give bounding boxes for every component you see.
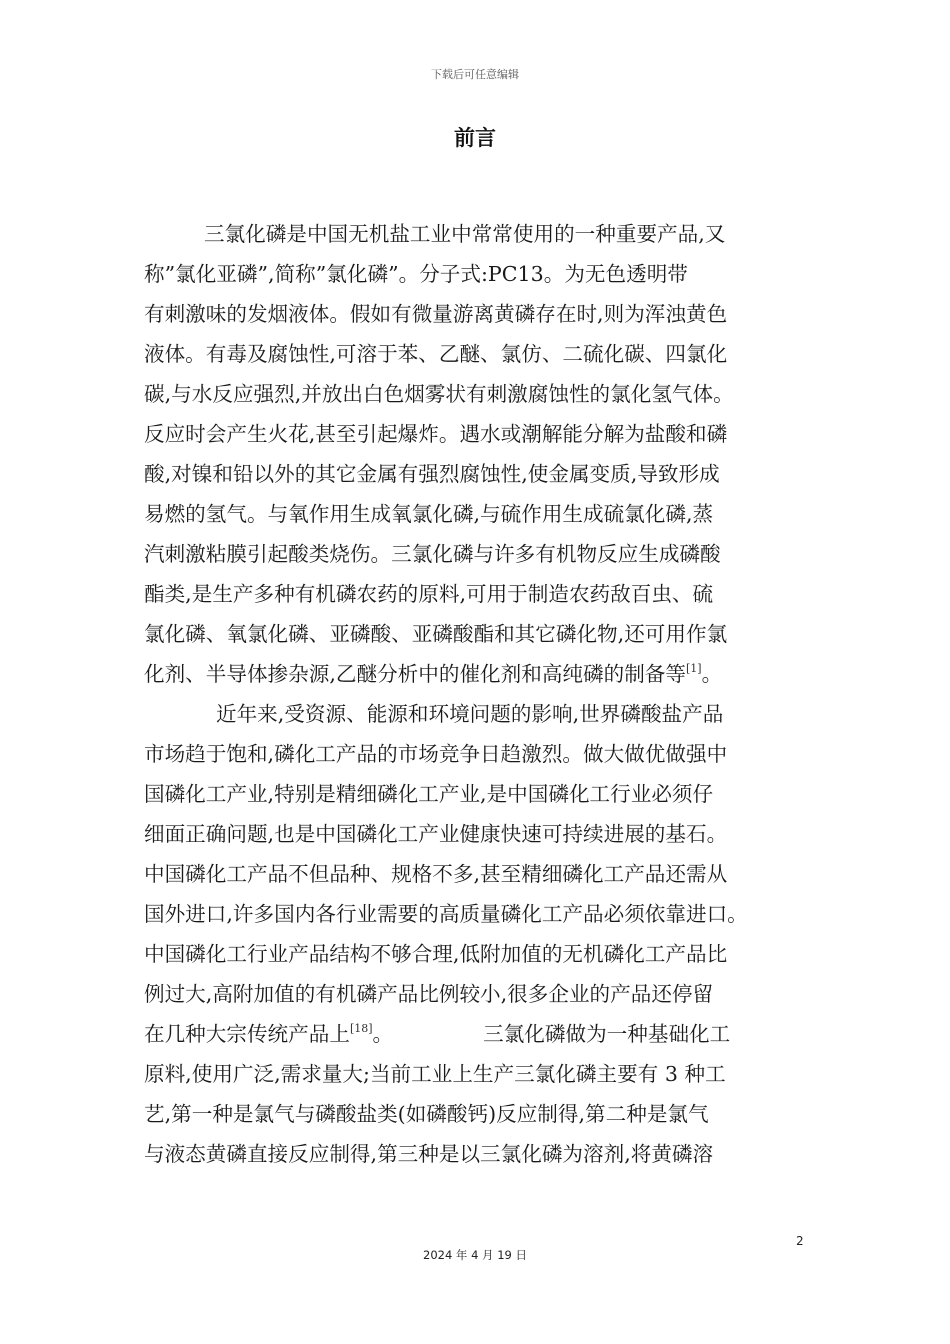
paragraph-1-line: 三氯化磷是中国无机盐工业中常常使用的一种重要产品,又	[204, 222, 726, 246]
paragraph-1-line: 氯化磷、氧氯化磷、亚磷酸、亚磷酸酯和其它磷化物,还可用作氯	[144, 622, 728, 646]
page-number: 2	[796, 1234, 804, 1248]
paragraph-1-last-text: 化剂、半导体掺杂源,乙醚分析中的催化剂和高纯磷的制备等	[144, 662, 686, 686]
paragraph-2-line: 细面正确问题,也是中国磷化工产业健康快速可持续进展的基石。	[144, 822, 728, 846]
paragraph-2-period: 。	[372, 1022, 394, 1046]
paragraph-1-line: 酯类,是生产多种有机磷农药的原料,可用于制造农药敌百虫、硫	[144, 582, 714, 606]
page-title: 前言	[454, 126, 496, 150]
paragraph-2-line: 例过大,高附加值的有机磷产品比例较小,很多企业的产品还停留	[144, 982, 714, 1006]
paragraph-1-line: 酸,对镍和铅以外的其它金属有强烈腐蚀性,使金属变质,导致形成	[144, 462, 720, 486]
paragraph-1-line: 碳,与水反应强烈,并放出白色烟雾状有刺激腐蚀性的氯化氢气体。	[144, 382, 734, 406]
footer-date: 2024 年 4 月 19 日	[423, 1248, 527, 1262]
paragraph-3-line: 与液态黄磷直接反应制得,第三种是以三氯化磷为溶剂,将黄磷溶	[144, 1142, 714, 1166]
paragraph-2-line: 近年来,受资源、能源和环境问题的影响,世界磷酸盐产品	[216, 702, 724, 726]
paragraph-2-line: 市场趋于饱和,磷化工产品的市场竞争日趋激烈。做大做优做强中	[144, 742, 728, 766]
paragraph-3-line: 艺,第一种是氯气与磷酸盐类(如磷酸钙)反应制得,第二种是氯气	[144, 1102, 709, 1126]
paragraph-1-line: 汽刺激粘膜引起酸类烧伤。三氯化磷与许多有机物反应生成磷酸	[144, 542, 721, 566]
paragraph-3-first-line: 三氯化磷做为一种基础化工	[483, 1022, 731, 1046]
paragraph-2-line: 中国磷化工产品不但品种、规格不多,甚至精细磷化工产品还需从	[144, 862, 728, 886]
paragraph-1-line: 有刺激味的发烟液体。假如有微量游离黄磷存在时,则为浑浊黄色	[144, 302, 728, 326]
paragraph-1-period: 。	[701, 662, 723, 686]
paragraph-1-last-line	[144, 654, 814, 694]
paragraph-1-line: 称”氯化亚磷”,简称”氯化磷”。分子式:PC13。为无色透明带	[144, 262, 688, 286]
paragraph-1-line: 液体。有毒及腐蚀性,可溶于苯、乙醚、氯仿、二硫化碳、四氯化	[144, 342, 728, 366]
paragraph-2-last-line	[144, 1014, 814, 1054]
paragraph-2-line: 中国磷化工行业产品结构不够合理,低附加值的无机磷化工产品比	[144, 942, 728, 966]
paragraph-3-line: 原料,使用广泛,需求量大;当前工业上生产三氯化磷主要有 3 种工	[144, 1062, 726, 1086]
citation-ref-18[interactable]: [18]	[349, 1022, 373, 1035]
paragraph-2-line: 国磷化工产业,特别是精细磷化工产业,是中国磷化工行业必须仔	[144, 782, 714, 806]
document-body	[144, 214, 814, 1174]
paragraph-2-line: 国外进口,许多国内各行业需要的高质量磷化工产品必须依靠进口。	[144, 902, 748, 926]
paragraph-1-line: 反应时会产生火花,甚至引起爆炸。遇水或潮解能分解为盐酸和磷	[144, 422, 728, 446]
citation-ref-1[interactable]: [1]	[685, 662, 702, 675]
page-header-note: 下载后可任意编辑	[431, 68, 519, 81]
paragraph-1-line: 易燃的氢气。与氧作用生成氧氯化磷,与硫作用生成硫氯化磷,蒸	[144, 502, 714, 526]
paragraph-2-last-text: 在几种大宗传统产品上	[144, 1022, 350, 1046]
